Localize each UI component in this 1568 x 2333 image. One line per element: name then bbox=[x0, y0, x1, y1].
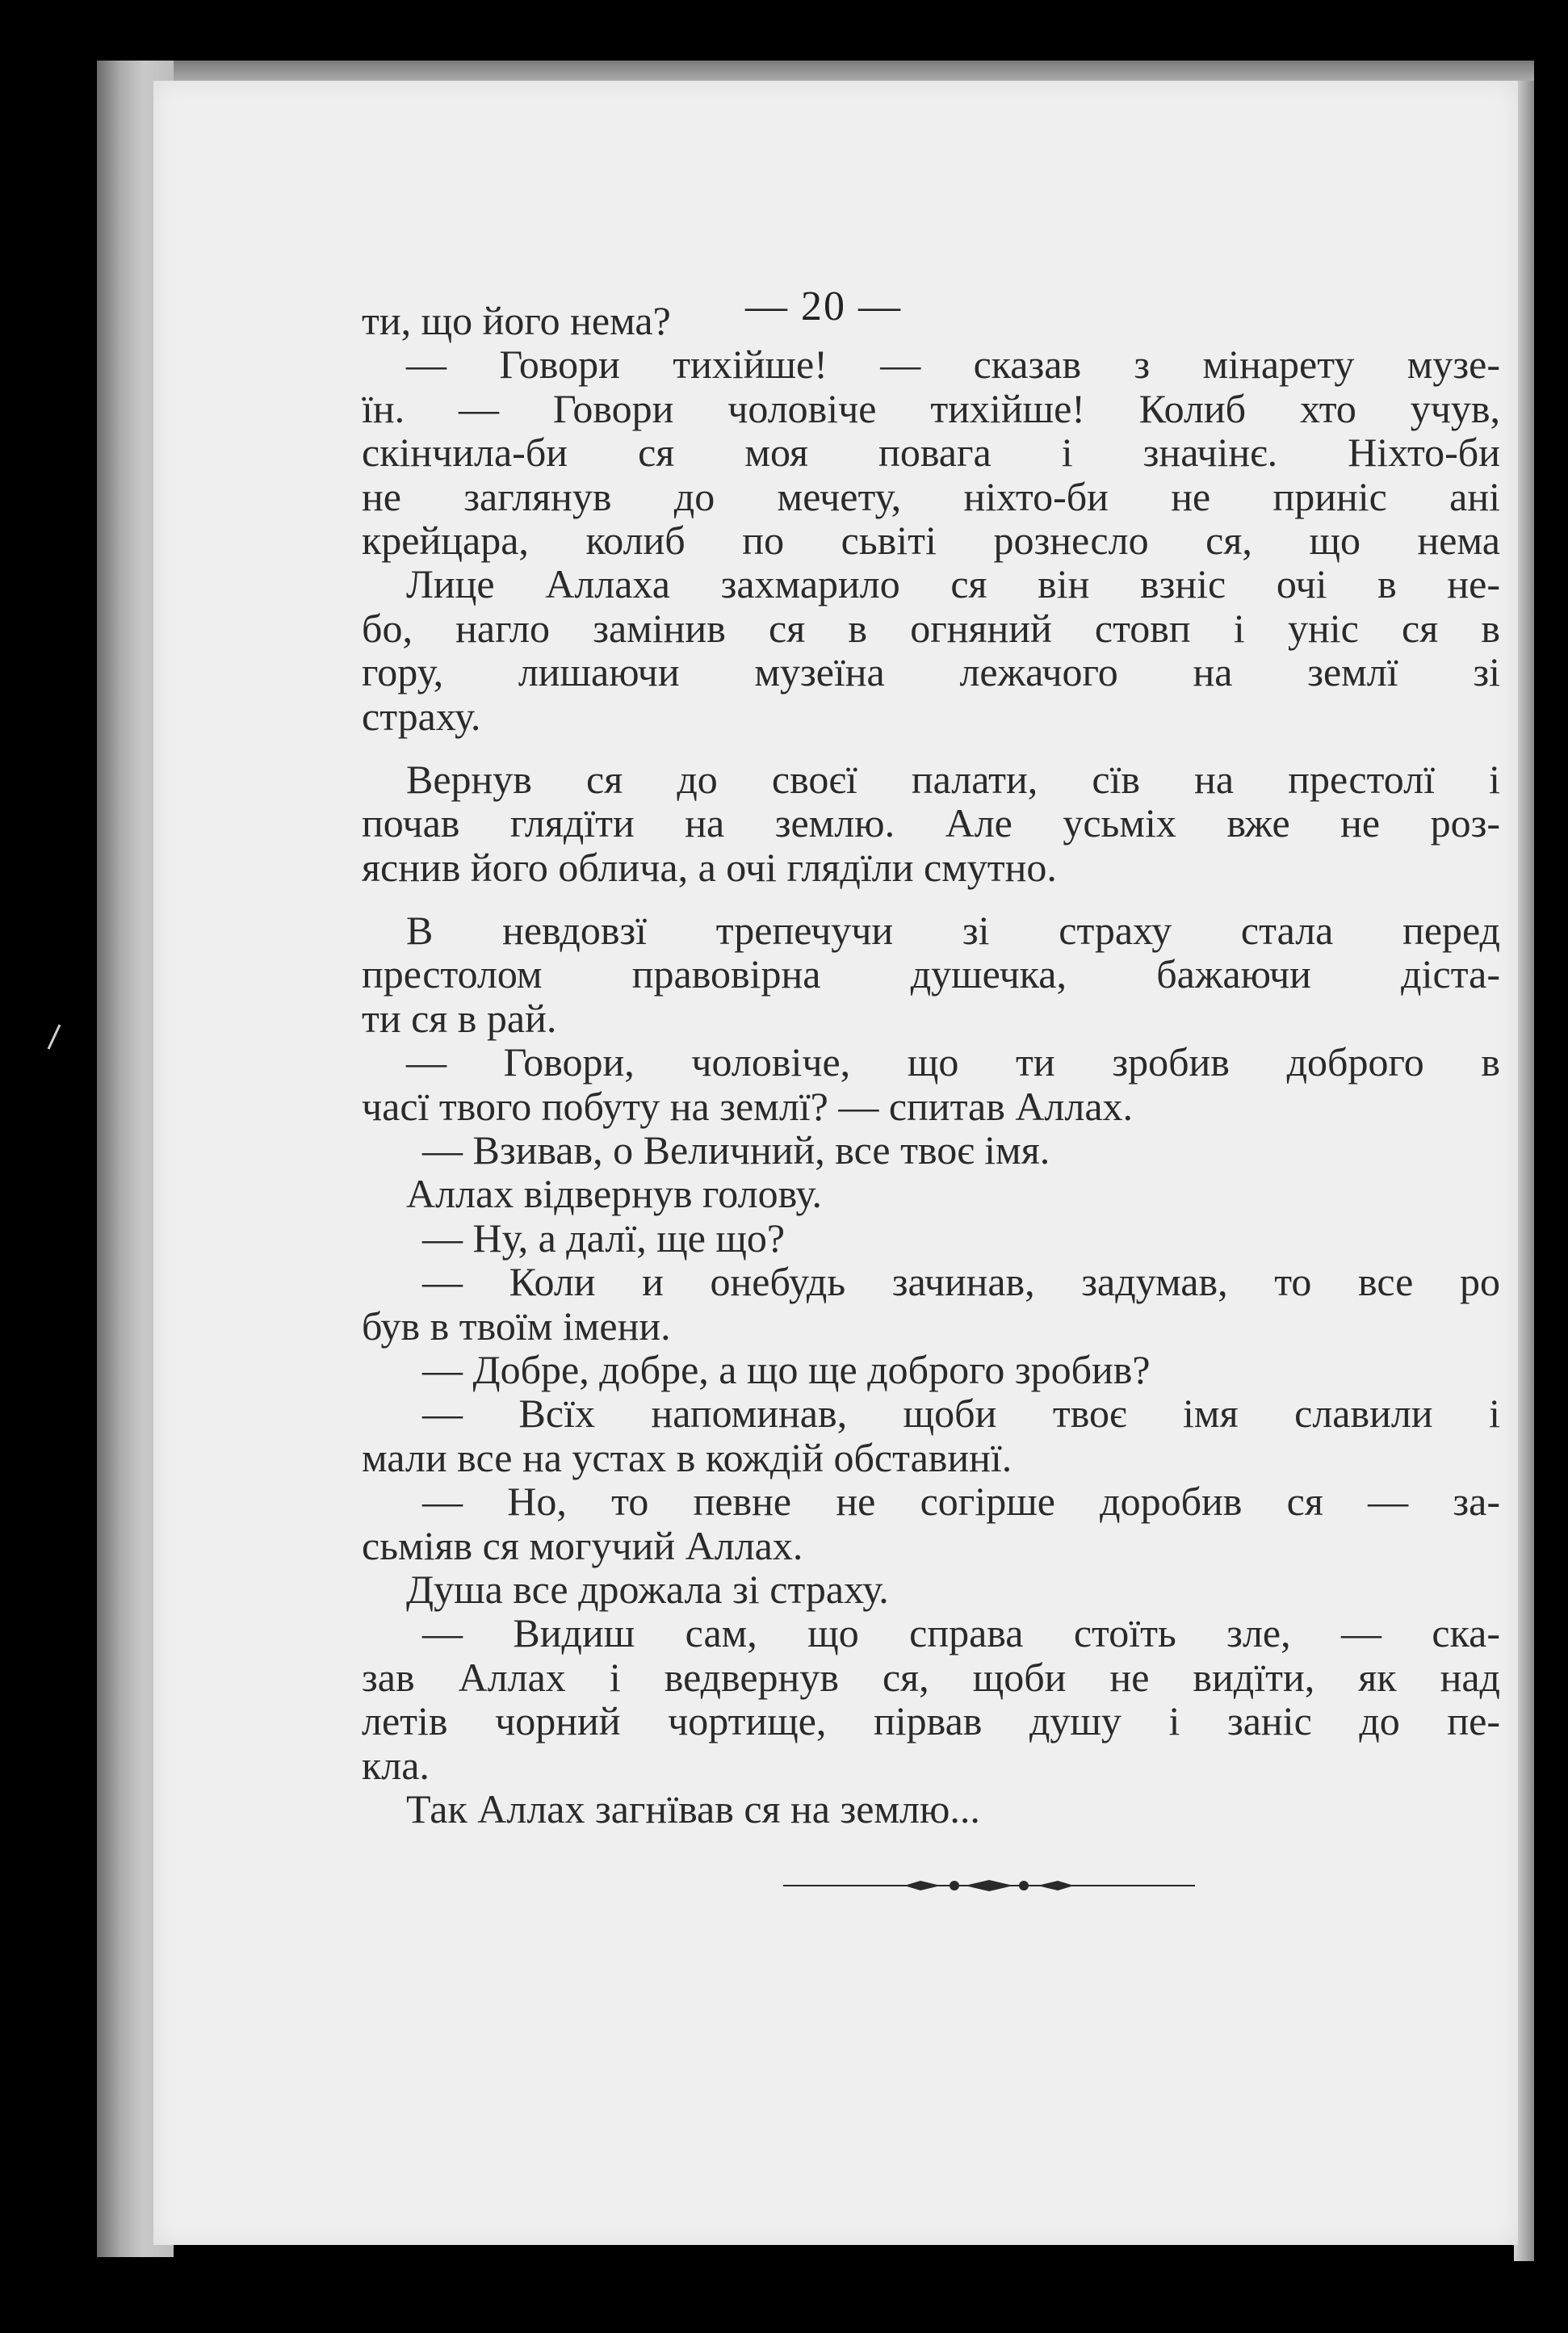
text-line: кла. bbox=[362, 1742, 430, 1788]
text-line: престолом правовірна душечка, бажаючи діста- bbox=[362, 951, 1500, 997]
text-line: — Говори, чоловіче, що ти зробив доброго в bbox=[406, 1039, 1500, 1085]
text-line: не заглянув до мечету, ніхто-би не приніс ані bbox=[362, 473, 1500, 519]
text-line: — Взивав, о Величний, все твоє імя. bbox=[422, 1127, 1050, 1173]
text-line: почав глядїти на землю. Але усьміх вже не роз- bbox=[362, 800, 1500, 846]
text-line: яснив його облича, а очі глядїли смутно. bbox=[362, 844, 1057, 890]
text-line: В невдовзї трепечучи зі страху стала перед bbox=[406, 908, 1500, 954]
text-line: — Видиш сам, що справа стоїть зле, — ска- bbox=[422, 1610, 1500, 1656]
text-line: крейцара, колиб по сьвіті рознесло ся, що нема bbox=[362, 517, 1500, 563]
text-line: страху. bbox=[362, 693, 481, 739]
stray-pencil-mark bbox=[42, 1022, 66, 1054]
end-ornament bbox=[783, 1874, 1195, 1898]
text-line: їн. — Говори чоловіче тихійше! Колиб хто учув, bbox=[362, 385, 1500, 431]
text-line: зав Аллах і ведвернув ся, щоби не видїти, як над bbox=[362, 1654, 1500, 1700]
text-line: — Коли и онебудь зачинав, задумав, то все ро bbox=[422, 1259, 1500, 1305]
text-line: був в твоїм імени. bbox=[362, 1303, 671, 1349]
text-line: Вернув ся до своєї палати, сїв на престолї і bbox=[406, 756, 1500, 802]
text-line: скінчила-би ся моя повага і значінє. Ніхто-би bbox=[362, 430, 1500, 476]
paragraph-gap bbox=[362, 889, 1500, 908]
text-line: гору, лишаючи музеїна лежачого на землї зі bbox=[362, 649, 1500, 695]
text-line: часї твого побуту на землї? — спитав Аллах. bbox=[362, 1083, 1134, 1129]
text-line: — Говори тихійше! — сказав з мінарету музе- bbox=[406, 342, 1500, 388]
text-line: — Но, то певне не согірше доробив ся — за- bbox=[422, 1479, 1500, 1525]
text-line: ти ся в рай. bbox=[362, 995, 557, 1041]
text-line: Лице Аллаха захмарило ся він взніс очі в не- bbox=[406, 561, 1500, 607]
text-line: Так Аллах загнївав ся на землю... bbox=[406, 1785, 980, 1832]
text-line: Душа все дрожала зі страху. bbox=[406, 1566, 889, 1612]
text-line: ти, що його нема? bbox=[362, 298, 671, 343]
text-line: бо, нагло замінив ся в огняний стовп і уніс ся в bbox=[362, 605, 1500, 651]
text-line: Аллах відвернув голову. bbox=[406, 1171, 822, 1217]
text-line: — Добре, добре, а що ще доброго зробив? bbox=[422, 1346, 1151, 1392]
text-line: сьміяв ся могучий Аллах. bbox=[362, 1522, 803, 1568]
text-line: мали все на устах в кождій обставинї. bbox=[362, 1434, 1012, 1480]
page-number: — 20 — bbox=[745, 283, 902, 329]
text-line: — Всїх напоминав, щоби твоє імя славили і bbox=[422, 1391, 1500, 1437]
page-text bbox=[362, 299, 1500, 1831]
paragraph-gap bbox=[362, 738, 1500, 757]
text-line: летів чорний чортище, пірвав душу і заніс до пе- bbox=[362, 1698, 1500, 1744]
text-line: — Ну, а далї, ще що? bbox=[422, 1215, 786, 1261]
